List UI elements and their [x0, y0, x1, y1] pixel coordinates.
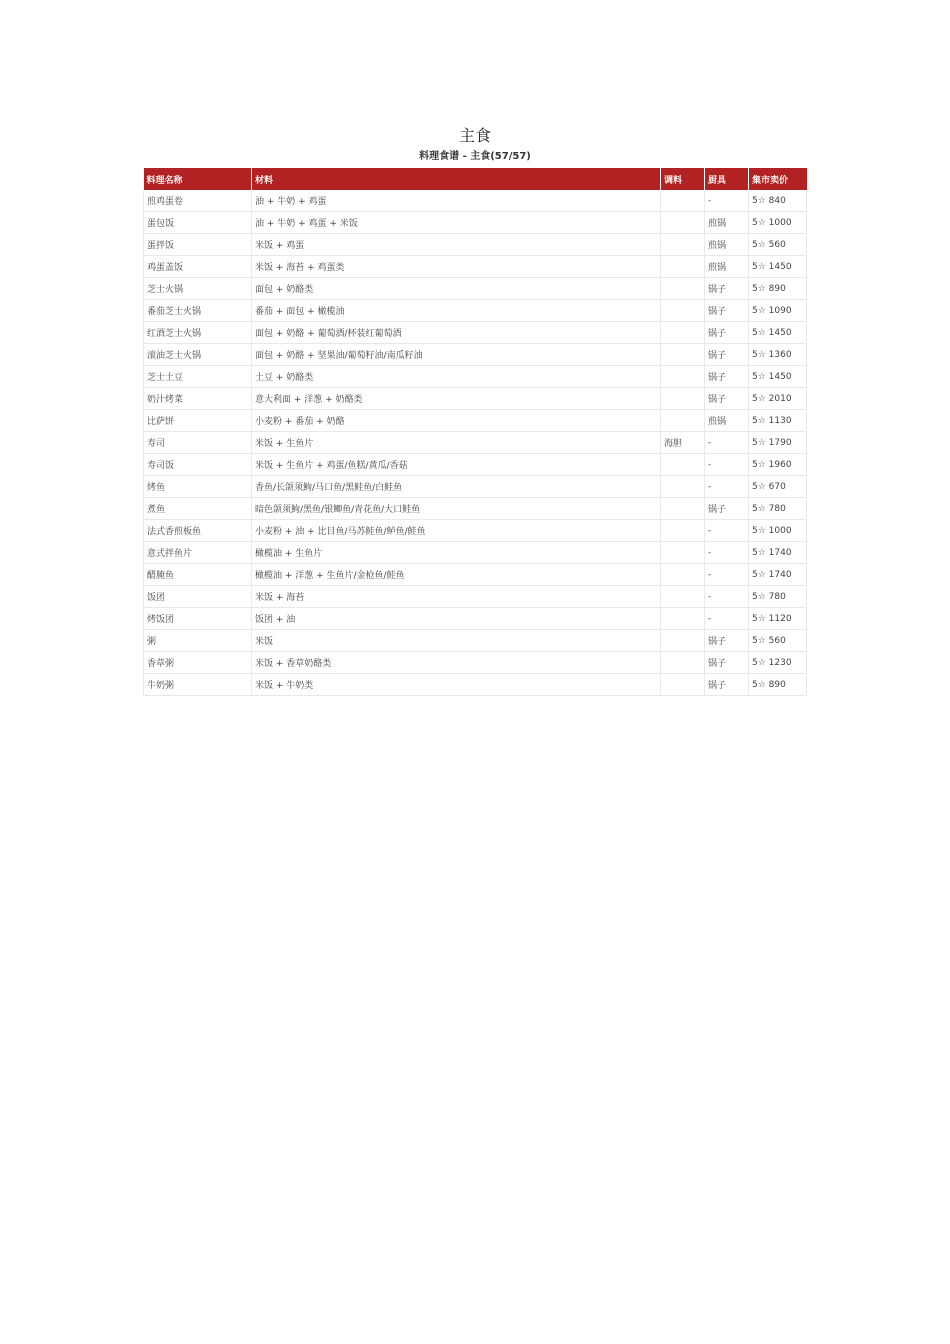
header-ingredients: 材料: [252, 168, 661, 190]
cell-dish-name: 寿司: [144, 432, 252, 454]
cell-market-price: 5☆ 1740: [749, 564, 807, 586]
cell-dish-name: 芝士土豆: [144, 366, 252, 388]
cell-seasoning: [661, 190, 705, 212]
cell-market-price: 5☆ 1450: [749, 256, 807, 278]
cell-cookware: 锅子: [705, 630, 749, 652]
cell-market-price: 5☆ 1360: [749, 344, 807, 366]
cell-seasoning: [661, 322, 705, 344]
table-row: [144, 388, 807, 410]
cell-ingredients: 土豆 + 奶酪类: [252, 366, 661, 388]
table-subtitle: 料理食谱 - 主食(57/57): [419, 151, 531, 162]
cell-cookware: -: [705, 564, 749, 586]
cell-cookware: 锅子: [705, 388, 749, 410]
cell-market-price: 5☆ 1090: [749, 300, 807, 322]
cell-cookware: 锅子: [705, 278, 749, 300]
cell-market-price: 5☆ 780: [749, 586, 807, 608]
table-row: [144, 432, 807, 454]
cell-market-price: 5☆ 1790: [749, 432, 807, 454]
table-row: [144, 652, 807, 674]
table-row: [144, 234, 807, 256]
cell-ingredients: 橄榄油 + 洋葱 + 生鱼片/金枪鱼/鲑鱼: [252, 564, 661, 586]
cell-seasoning: [661, 344, 705, 366]
page-title: 主食: [458, 126, 491, 145]
cell-dish-name: 番茄芝士火锅: [144, 300, 252, 322]
cell-ingredients: 面包 + 奶酪 + 葡萄酒/杯装红葡萄酒: [252, 322, 661, 344]
cell-ingredients: 面包 + 奶酪类: [252, 278, 661, 300]
cell-seasoning: [661, 564, 705, 586]
cell-seasoning: [661, 212, 705, 234]
cell-dish-name: 红酒芝士火锅: [144, 322, 252, 344]
table-row: [144, 586, 807, 608]
cell-market-price: 5☆ 1000: [749, 520, 807, 542]
cell-dish-name: 饭团: [144, 586, 252, 608]
table-row: [144, 212, 807, 234]
cell-dish-name: 意式拌鱼片: [144, 542, 252, 564]
cell-seasoning: [661, 300, 705, 322]
cell-cookware: -: [705, 608, 749, 630]
cell-ingredients: 饭团 + 油: [252, 608, 661, 630]
cell-dish-name: 蛋包饭: [144, 212, 252, 234]
cell-seasoning: [661, 674, 705, 696]
cell-ingredients: 米饭 + 海苔: [252, 586, 661, 608]
cell-ingredients: 番茄 + 面包 + 橄榄油: [252, 300, 661, 322]
table-row: [144, 564, 807, 586]
cell-dish-name: 醋腌鱼: [144, 564, 252, 586]
cell-ingredients: 小麦粉 + 番茄 + 奶酪: [252, 410, 661, 432]
cell-cookware: -: [705, 454, 749, 476]
cell-dish-name: 烤饭团: [144, 608, 252, 630]
cell-cookware: -: [705, 476, 749, 498]
cell-seasoning: [661, 256, 705, 278]
cell-seasoning: [661, 630, 705, 652]
cell-dish-name: 滚油芝士火锅: [144, 344, 252, 366]
table-row: [144, 608, 807, 630]
cell-seasoning: [661, 586, 705, 608]
cell-market-price: 5☆ 1120: [749, 608, 807, 630]
cell-seasoning: [661, 542, 705, 564]
cell-market-price: 5☆ 1960: [749, 454, 807, 476]
cell-dish-name: 鸡蛋盖饭: [144, 256, 252, 278]
cell-dish-name: 煎鸡蛋卷: [144, 190, 252, 212]
cell-ingredients: 油 + 牛奶 + 鸡蛋 + 米饭: [252, 212, 661, 234]
table-body: [144, 190, 807, 696]
header-row: [144, 168, 807, 190]
cell-cookware: 煎锅: [705, 410, 749, 432]
table-row: [144, 256, 807, 278]
table-row: [144, 344, 807, 366]
cell-cookware: 锅子: [705, 366, 749, 388]
table-row: [144, 476, 807, 498]
table-row: [144, 454, 807, 476]
cell-seasoning: [661, 608, 705, 630]
cell-cookware: 煎锅: [705, 234, 749, 256]
recipe-table: [143, 168, 807, 696]
table-row: [144, 498, 807, 520]
cell-dish-name: 法式香煎板鱼: [144, 520, 252, 542]
cell-ingredients: 米饭 + 海苔 + 鸡蛋类: [252, 256, 661, 278]
cell-seasoning: [661, 410, 705, 432]
cell-market-price: 5☆ 1230: [749, 652, 807, 674]
cell-market-price: 5☆ 1000: [749, 212, 807, 234]
table-row: [144, 278, 807, 300]
cell-dish-name: 粥: [144, 630, 252, 652]
cell-cookware: -: [705, 190, 749, 212]
cell-market-price: 5☆ 1130: [749, 410, 807, 432]
header-cookware: 厨具: [705, 168, 749, 190]
table-row: [144, 410, 807, 432]
cell-cookware: 煎锅: [705, 256, 749, 278]
cell-market-price: 5☆ 670: [749, 476, 807, 498]
cell-seasoning: [661, 652, 705, 674]
cell-ingredients: 米饭 + 香草奶酪类: [252, 652, 661, 674]
cell-ingredients: 米饭 + 生鱼片 + 鸡蛋/鱼糕/黄瓜/香菇: [252, 454, 661, 476]
cell-dish-name: 香草粥: [144, 652, 252, 674]
cell-seasoning: [661, 454, 705, 476]
table-row: [144, 300, 807, 322]
table-row: [144, 366, 807, 388]
cell-market-price: 5☆ 780: [749, 498, 807, 520]
cell-ingredients: 米饭 + 鸡蛋: [252, 234, 661, 256]
cell-market-price: 5☆ 890: [749, 278, 807, 300]
cell-market-price: 5☆ 840: [749, 190, 807, 212]
table-row: [144, 520, 807, 542]
cell-seasoning: [661, 278, 705, 300]
cell-seasoning: 海胆: [661, 432, 705, 454]
table-header: [144, 168, 807, 190]
cell-cookware: 锅子: [705, 322, 749, 344]
cell-seasoning: [661, 366, 705, 388]
header-seasoning: 调料: [661, 168, 705, 190]
cell-dish-name: 芝士火锅: [144, 278, 252, 300]
cell-cookware: 锅子: [705, 344, 749, 366]
cell-ingredients: 米饭 + 生鱼片: [252, 432, 661, 454]
cell-ingredients: 橄榄油 + 生鱼片: [252, 542, 661, 564]
cell-market-price: 5☆ 890: [749, 674, 807, 696]
cell-ingredients: 香鱼/长颌须鮈/马口鱼/黑鲑鱼/白鲑鱼: [252, 476, 661, 498]
cell-seasoning: [661, 388, 705, 410]
cell-seasoning: [661, 520, 705, 542]
cell-market-price: 5☆ 1740: [749, 542, 807, 564]
cell-cookware: 锅子: [705, 674, 749, 696]
cell-ingredients: 米饭 + 牛奶类: [252, 674, 661, 696]
cell-ingredients: 意大利面 + 洋葱 + 奶酪类: [252, 388, 661, 410]
cell-dish-name: 蛋拌饭: [144, 234, 252, 256]
table-row: [144, 322, 807, 344]
cell-cookware: 煎锅: [705, 212, 749, 234]
table-row: [144, 674, 807, 696]
cell-seasoning: [661, 234, 705, 256]
cell-dish-name: 奶汁烤菜: [144, 388, 252, 410]
cell-ingredients: 暗色颌须鮈/黑鱼/银鲫鱼/青花鱼/大口鲑鱼: [252, 498, 661, 520]
cell-market-price: 5☆ 1450: [749, 322, 807, 344]
cell-seasoning: [661, 476, 705, 498]
cell-ingredients: 小麦粉 + 油 + 比目鱼/马苏鲑鱼/鲈鱼/鲑鱼: [252, 520, 661, 542]
cell-dish-name: 比萨饼: [144, 410, 252, 432]
cell-ingredients: 面包 + 奶酪 + 坚果油/葡萄籽油/南瓜籽油: [252, 344, 661, 366]
cell-cookware: -: [705, 520, 749, 542]
cell-cookware: 锅子: [705, 498, 749, 520]
cell-dish-name: 煮鱼: [144, 498, 252, 520]
cell-market-price: 5☆ 560: [749, 234, 807, 256]
cell-cookware: 锅子: [705, 300, 749, 322]
cell-dish-name: 牛奶粥: [144, 674, 252, 696]
header-market-price: 集市卖价: [749, 168, 807, 190]
cell-market-price: 5☆ 560: [749, 630, 807, 652]
cell-ingredients: 米饭: [252, 630, 661, 652]
cell-market-price: 5☆ 2010: [749, 388, 807, 410]
cell-cookware: -: [705, 586, 749, 608]
header-dish-name: 料理名称: [144, 168, 252, 190]
cell-ingredients: 油 + 牛奶 + 鸡蛋: [252, 190, 661, 212]
cell-market-price: 5☆ 1450: [749, 366, 807, 388]
table-row: [144, 630, 807, 652]
cell-cookware: -: [705, 542, 749, 564]
cell-cookware: 锅子: [705, 652, 749, 674]
cell-dish-name: 寿司饭: [144, 454, 252, 476]
cell-cookware: -: [705, 432, 749, 454]
table-row: [144, 542, 807, 564]
cell-seasoning: [661, 498, 705, 520]
cell-dish-name: 烤鱼: [144, 476, 252, 498]
table-row: [144, 190, 807, 212]
